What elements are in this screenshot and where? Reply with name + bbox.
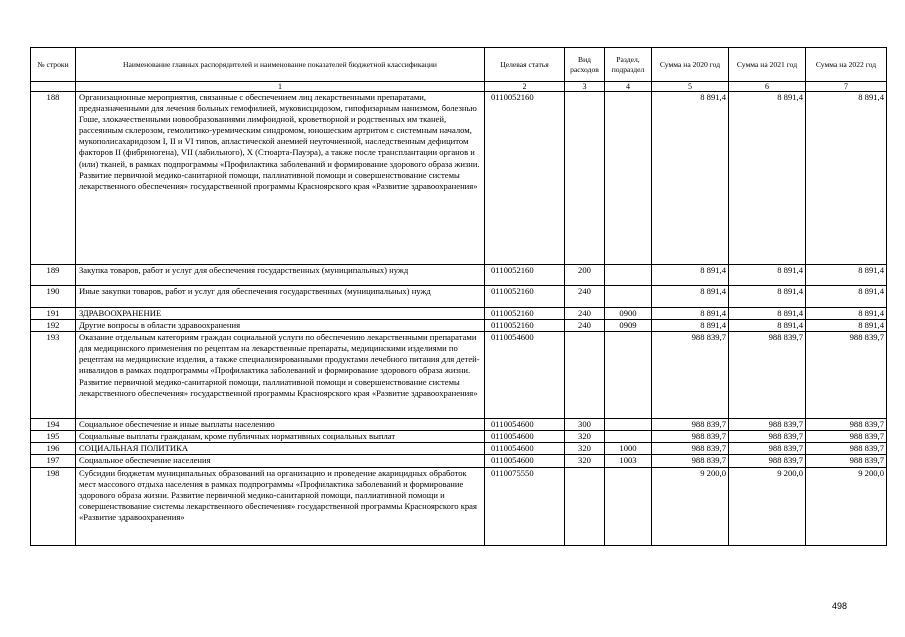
header-expense-type: Вид расходов [565, 48, 605, 82]
budget-table-sheet [30, 47, 886, 546]
column-number: 7 [806, 82, 887, 92]
table-row [31, 419, 887, 431]
table-row [31, 92, 887, 265]
row-sum-2020: 8 891,4 [652, 308, 729, 320]
table-row [31, 443, 887, 455]
row-expense-type: 240 [565, 320, 605, 332]
row-number: 197 [31, 455, 76, 467]
row-sum-2022: 8 891,4 [806, 320, 887, 332]
page-number: 498 [831, 601, 847, 611]
row-sum-2021: 988 839,7 [729, 431, 806, 443]
row-sum-2022: 8 891,4 [806, 308, 887, 320]
row-sum-2022: 988 839,7 [806, 332, 887, 419]
row-target-code: 0110054600 [485, 455, 565, 467]
header-section: Раздел, подраздел [605, 48, 652, 82]
table-row [31, 455, 887, 467]
row-expense-type [565, 92, 605, 265]
table-row [31, 308, 887, 320]
row-name: Социальные выплаты гражданам, кроме публичных нормативных социальных выплат [76, 431, 485, 443]
row-number: 190 [31, 286, 76, 308]
row-target-code: 0110052160 [485, 265, 565, 286]
row-section: 0900 [605, 308, 652, 320]
row-name: Социальное обеспечение и иные выплаты населению [76, 419, 485, 431]
row-expense-type: 300 [565, 419, 605, 431]
row-name: Закупка товаров, работ и услуг для обеспечения государственных (муниципальных) нужд [76, 265, 485, 286]
row-sum-2020: 988 839,7 [652, 443, 729, 455]
row-sum-2020: 8 891,4 [652, 286, 729, 308]
row-target-code: 0110052160 [485, 320, 565, 332]
row-sum-2022: 8 891,4 [806, 92, 887, 265]
row-sum-2021: 988 839,7 [729, 419, 806, 431]
row-number: 194 [31, 419, 76, 431]
row-sum-2022: 988 839,7 [806, 431, 887, 443]
header-sum-2020: Сумма на 2020 год [652, 48, 729, 82]
table-row [31, 265, 887, 286]
row-sum-2022: 988 839,7 [806, 419, 887, 431]
row-sum-2020: 988 839,7 [652, 419, 729, 431]
row-sum-2020: 8 891,4 [652, 320, 729, 332]
row-sum-2021: 8 891,4 [729, 308, 806, 320]
row-sum-2020: 8 891,4 [652, 92, 729, 265]
row-sum-2021: 8 891,4 [729, 286, 806, 308]
row-target-code: 0110054600 [485, 443, 565, 455]
row-sum-2022: 8 891,4 [806, 265, 887, 286]
row-section [605, 419, 652, 431]
header-row [31, 48, 887, 82]
row-name: Оказание отдельным категориям граждан социальной услуги по обеспечению лекарственными препаратами для медицинского применения по рецептам на лекарственные препараты, медицинскими изделиями по рецептам на медицинские изделия, а также специализированными продуктами лечебного питания для детей-инвалидов в рамках подпрограммы «Профилактика заболеваний и формирование здорового образа жизни. Развитие первичной медико-санитарной помощи, паллиативной помощи и совершенствование системы лекарственного обеспечения» государственной программы Красноярского края «Развитие здравоохранения» [76, 332, 485, 419]
header-sum-2021: Сумма на 2021 год [729, 48, 806, 82]
row-sum-2021: 988 839,7 [729, 455, 806, 467]
row-sum-2020: 8 891,4 [652, 265, 729, 286]
row-name: ЗДРАВООХРАНЕНИЕ [76, 308, 485, 320]
row-number: 189 [31, 265, 76, 286]
row-sum-2020: 9 200,0 [652, 467, 729, 545]
row-section: 1003 [605, 455, 652, 467]
row-sum-2021: 988 839,7 [729, 332, 806, 419]
row-name: СОЦИАЛЬНАЯ ПОЛИТИКА [76, 443, 485, 455]
row-sum-2022: 9 200,0 [806, 467, 887, 545]
row-expense-type: 320 [565, 431, 605, 443]
row-expense-type: 240 [565, 286, 605, 308]
row-name: Субсидии бюджетам муниципальных образований на организацию и проведение акарицидных обработок мест массового отдыха населения в рамках подпрограммы «Профилактика заболеваний и формирование здорового образа жизни. Развитие первичной медико-санитарной помощи, паллиативной помощи и совершенствование системы лекарственного обеспечения» государственной программы Красноярского края «Развитие здравоохранения» [76, 467, 485, 545]
row-expense-type: 320 [565, 443, 605, 455]
row-number: 188 [31, 92, 76, 265]
header-row-number: № строки [31, 48, 76, 82]
column-number: 2 [485, 82, 565, 92]
row-sum-2020: 988 839,7 [652, 332, 729, 419]
row-section: 1000 [605, 443, 652, 455]
column-number: 6 [729, 82, 806, 92]
row-sum-2020: 988 839,7 [652, 431, 729, 443]
table-row [31, 467, 887, 545]
row-number: 195 [31, 431, 76, 443]
column-number: 4 [605, 82, 652, 92]
row-sum-2021: 9 200,0 [729, 467, 806, 545]
row-target-code: 0110054600 [485, 419, 565, 431]
header-target-article: Целевая статья [485, 48, 565, 82]
row-section [605, 92, 652, 265]
row-number: 196 [31, 443, 76, 455]
row-section [605, 286, 652, 308]
row-name: Другие вопросы в области здравоохранения [76, 320, 485, 332]
row-number: 191 [31, 308, 76, 320]
row-target-code: 0110054600 [485, 431, 565, 443]
row-section [605, 431, 652, 443]
row-name: Социальное обеспечение населения [76, 455, 485, 467]
row-expense-type: 320 [565, 455, 605, 467]
row-sum-2021: 8 891,4 [729, 265, 806, 286]
row-target-code: 0110075550 [485, 467, 565, 545]
table-row [31, 431, 887, 443]
table-row [31, 332, 887, 419]
row-expense-type: 200 [565, 265, 605, 286]
row-sum-2022: 8 891,4 [806, 286, 887, 308]
row-expense-type: 240 [565, 308, 605, 320]
row-sum-2022: 988 839,7 [806, 455, 887, 467]
column-number-row [31, 82, 887, 92]
row-number: 192 [31, 320, 76, 332]
column-number: 5 [652, 82, 729, 92]
row-sum-2021: 988 839,7 [729, 443, 806, 455]
header-name: Наименование главных распорядителей и наименование показателей бюджетной классификации [76, 48, 485, 82]
header-sum-2022: Сумма на 2022 год [806, 48, 887, 82]
column-number [31, 82, 76, 92]
row-number: 198 [31, 467, 76, 545]
row-target-code: 0110052160 [485, 308, 565, 320]
row-name: Иные закупки товаров, работ и услуг для обеспечения государственных (муниципальных) нужд [76, 286, 485, 308]
row-sum-2021: 8 891,4 [729, 92, 806, 265]
row-sum-2021: 8 891,4 [729, 320, 806, 332]
row-section [605, 467, 652, 545]
column-number: 1 [76, 82, 485, 92]
row-name: Организационные мероприятия, связанные с обеспечением лиц лекарственными препаратами, предназначенными для лечения больных гемофилией, муковисцидозом, гипофизарным нанизмом, болезнью Гоше, злокачественными новообразованиями лимфоидной, кроветворной и родственных им тканей, рассеянным склерозом, гемолитико-уремическим синдромом, юношеским артритом с системным началом, мукополисахаридозом I, II и VI типов, апластической анемией неуточненной, наследственным дефицитом факторов II (фибриногена), VII (лабильного), X (Стюарта-Пауэра), а также после трансплантации органов и (или) тканей, в рамках подпрограммы «Профилактика заболеваний и формирование здорового образа жизни. Развитие первичной медико-санитарной помощи, паллиативной помощи и совершенствование системы лекарственного обеспечения» государственной программы Красноярского края «Развитие здравоохранения» [76, 92, 485, 265]
table-row [31, 320, 887, 332]
row-expense-type [565, 332, 605, 419]
row-section: 0909 [605, 320, 652, 332]
row-section [605, 332, 652, 419]
column-number: 3 [565, 82, 605, 92]
row-target-code: 0110052160 [485, 92, 565, 265]
row-expense-type [565, 467, 605, 545]
row-target-code: 0110052160 [485, 286, 565, 308]
budget-table [30, 47, 887, 546]
row-section [605, 265, 652, 286]
table-row [31, 286, 887, 308]
row-number: 193 [31, 332, 76, 419]
row-sum-2022: 988 839,7 [806, 443, 887, 455]
row-target-code: 0110054600 [485, 332, 565, 419]
row-sum-2020: 988 839,7 [652, 455, 729, 467]
